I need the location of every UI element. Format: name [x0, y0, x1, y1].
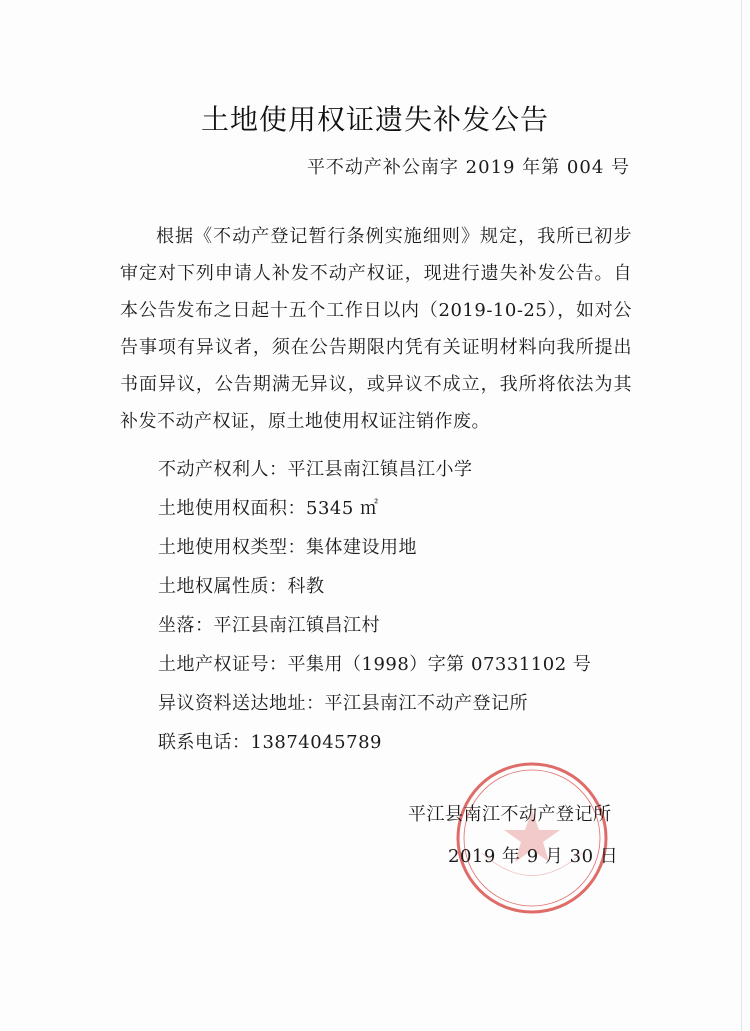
- document-title: 土地使用权证遗失补发公告: [200, 103, 549, 136]
- field-land-type: 土地使用权类型：集体建设用地: [158, 537, 417, 558]
- signature-date: 2019 年 9 月 30 日: [448, 846, 619, 867]
- field-rights-holder: 不动产权利人：平江县南江镇昌江小学: [158, 459, 473, 480]
- field-ownership-nature: 土地权属性质：科教: [158, 576, 325, 597]
- field-certificate-number: 土地产权证号：平集用（1998）字第 07331102 号: [158, 654, 592, 675]
- body-text: [120, 218, 632, 440]
- field-objection-address: 异议资料送达地址：平江县南江不动产登记所: [158, 693, 528, 714]
- signature-organization: 平江县南江不动产登记所: [408, 804, 612, 825]
- page-edge-line: [741, 0, 742, 1031]
- field-contact-phone: 联系电话：13874045789: [158, 732, 382, 753]
- official-seal-icon: [452, 758, 612, 918]
- document-number: 平不动产补公南字 2019 年第 004 号: [306, 157, 630, 178]
- field-location: 坐落：平江县南江镇昌江村: [158, 615, 380, 636]
- field-land-area: 土地使用权面积：5345 ㎡: [158, 498, 379, 519]
- field-list: [158, 450, 591, 762]
- body-paragraph: 根据《不动产登记暂行条例实施细则》规定，我所已初步审定对下列申请人补发不动产权证，现进行遗失补发公告。自本公告发布之日起十五个工作日以内（2019-10-25），如对公告事项有异议者，须在公告期限内凭有关证明材料向我所提出书面异议，公告期满无异议，或异议不成立，我所将依法为其补发不动产权证，原土地使用权证注销作废。: [120, 226, 632, 432]
